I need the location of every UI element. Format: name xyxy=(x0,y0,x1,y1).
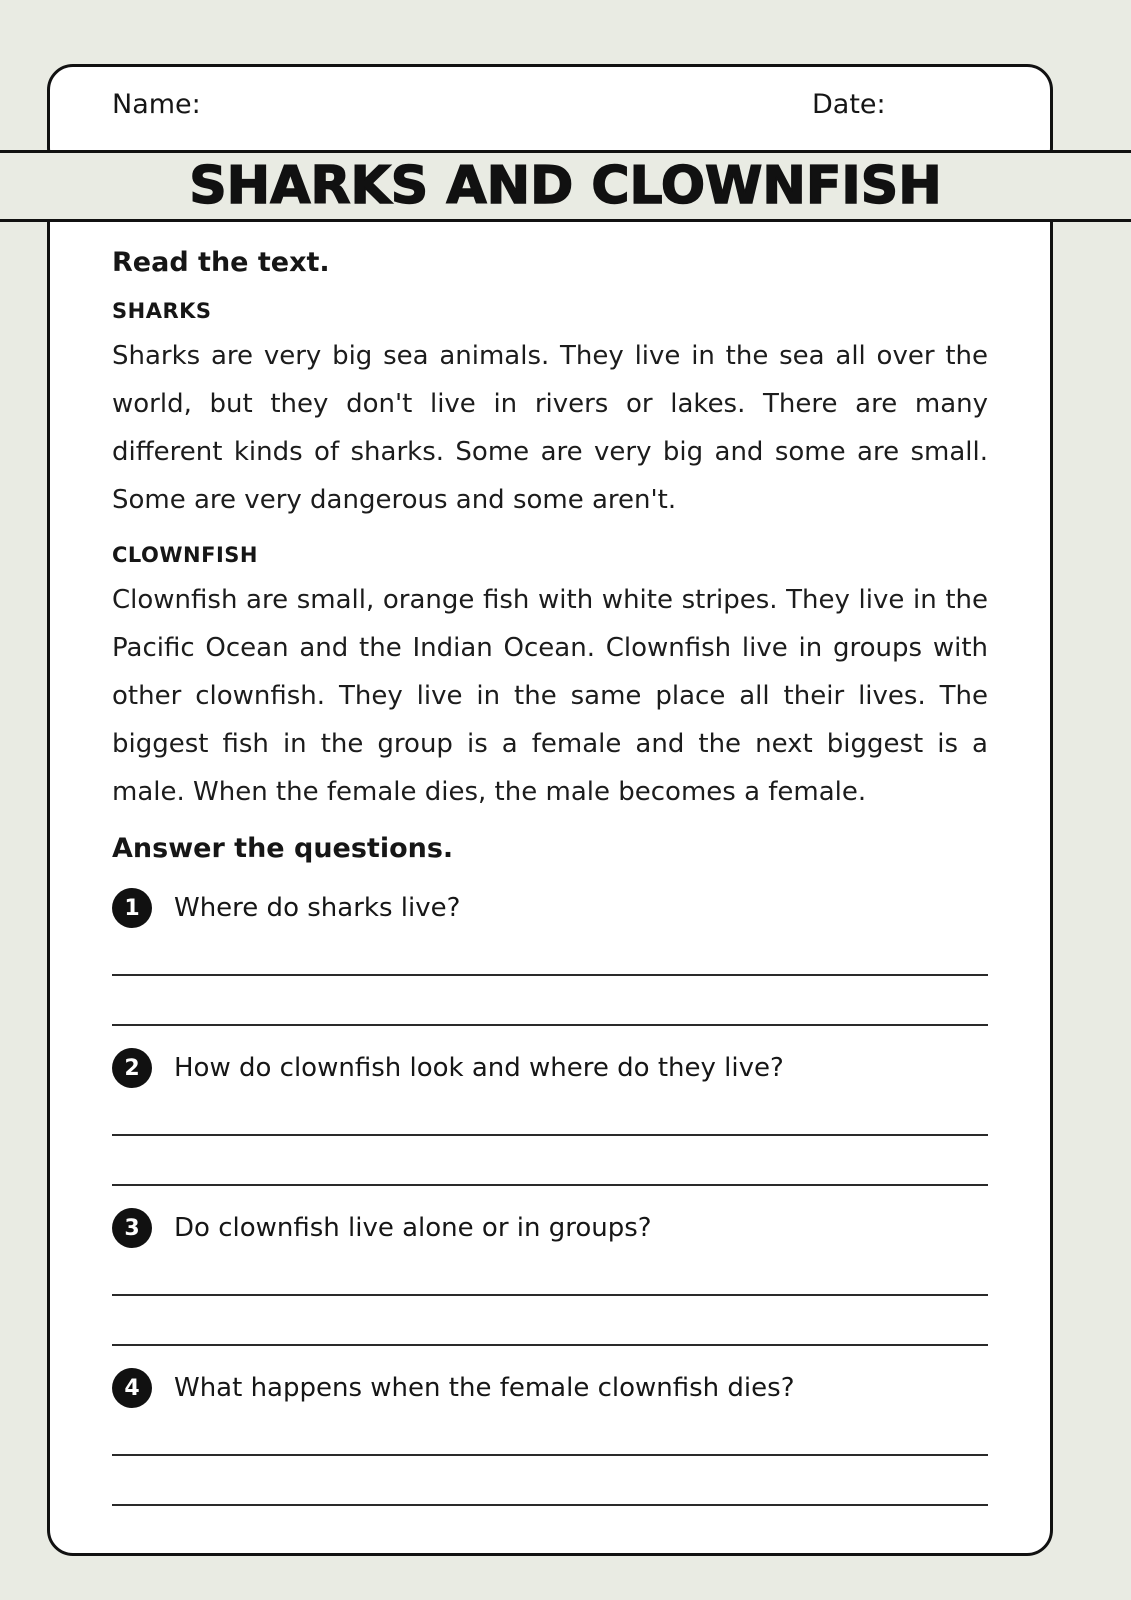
answer-line xyxy=(112,1296,988,1346)
question-2-number-badge: 2 xyxy=(112,1048,152,1088)
question-1-text: Where do sharks live? xyxy=(174,893,461,923)
date-label: Date: xyxy=(812,89,886,120)
answer-line xyxy=(112,1090,988,1136)
question-4-number-badge: 4 xyxy=(112,1368,152,1408)
question-3 xyxy=(112,1206,988,1250)
answer-instruction: Answer the questions. xyxy=(112,833,454,864)
page-title: SHARKS AND CLOWNFISH xyxy=(189,156,942,216)
section-text-clownfish: Clownfish are small, orange fish with white stripes. They live in the Pacific Ocean and the Indian Ocean. Clownfish live in groups with other clownfish. They live in the same place all their lives. The biggest fish in the group is a female and the next biggest is a male. When the female dies, the male becomes a female. xyxy=(112,585,988,807)
section-heading-sharks: SHARKS xyxy=(112,299,212,323)
answer-line xyxy=(112,1250,988,1296)
question-4-text: What happens when the female clownfish dies? xyxy=(174,1373,795,1403)
question-2 xyxy=(112,1046,988,1090)
question-3-text: Do clownfish live alone or in groups? xyxy=(174,1213,652,1243)
answer-line xyxy=(112,1456,988,1506)
answer-line xyxy=(112,976,988,1026)
question-3-number-badge: 3 xyxy=(112,1208,152,1248)
question-1-number-badge: 1 xyxy=(112,888,152,928)
worksheet-body xyxy=(47,219,1053,1556)
title-banner xyxy=(0,150,1131,222)
section-heading-clownfish: CLOWNFISH xyxy=(112,543,258,567)
answer-line xyxy=(112,930,988,976)
section-text-sharks: Sharks are very big sea animals. They live in the sea all over the world, but they don't live in rivers or lakes. There are many different kinds of sharks. Some are very big and some are small. Some are very dangerous and some aren't. xyxy=(112,341,988,515)
question-2-text: How do clownfish look and where do they live? xyxy=(174,1053,784,1083)
question-1 xyxy=(112,886,988,930)
read-instruction: Read the text. xyxy=(112,247,330,278)
answer-line xyxy=(112,1136,988,1186)
answer-line xyxy=(112,1410,988,1456)
question-4 xyxy=(112,1366,988,1410)
name-label: Name: xyxy=(112,89,201,120)
